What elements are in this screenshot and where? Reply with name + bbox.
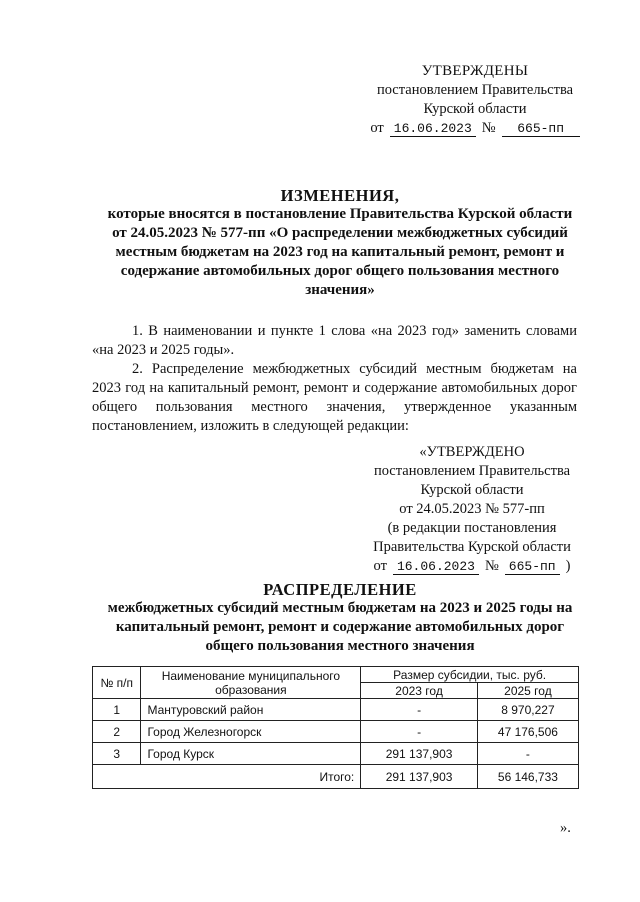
approval-date: 16.06.2023 xyxy=(390,121,476,137)
subsidy-table-wrap xyxy=(92,666,579,789)
approval2-line2: Курской области xyxy=(420,482,524,498)
distribution-title: РАСПРЕДЕЛЕНИЕ xyxy=(263,580,417,599)
row-name: Мантуровский район xyxy=(141,699,361,721)
item-2: 2. Распределение межбюджетных субсидий местным бюджетам на 2023 год на капитальный ремонт, ремонт и содержание автомобильных дорог общего пользования местного значения, утвержденное указанным постановлением, изложить в следующей редакции: xyxy=(92,361,577,434)
row-2023: - xyxy=(361,721,478,743)
total-2025: 56 146,733 xyxy=(477,765,578,789)
total-label: Итого: xyxy=(93,765,361,789)
total-row xyxy=(93,765,579,789)
col-num-header: № п/п xyxy=(93,667,141,699)
table-row xyxy=(93,743,579,765)
row-name: Город Курск xyxy=(141,743,361,765)
approval2-number-line xyxy=(362,557,582,576)
col-2023-header: 2023 год xyxy=(361,683,478,699)
approval2-line3: от 24.05.2023 № 577-пп xyxy=(399,501,545,517)
row-2023: 291 137,903 xyxy=(361,743,478,765)
row-2023: - xyxy=(361,699,478,721)
approval2-block xyxy=(362,443,582,576)
closing-quote: ». xyxy=(560,820,571,836)
row-2025: 47 176,506 xyxy=(477,721,578,743)
approval2-line1: постановлением Правительства xyxy=(373,463,571,479)
approval2-date: 16.06.2023 xyxy=(393,559,479,575)
row-2025: - xyxy=(477,743,578,765)
approval2-number-sign: № xyxy=(484,558,499,574)
approval2-title: «УТВЕРЖДЕНО xyxy=(419,444,525,460)
approval-number-sign: № xyxy=(481,120,496,136)
approval-line2: Курской области xyxy=(423,101,527,117)
distribution-heading xyxy=(80,580,600,656)
approval2-line4: (в редакции постановления xyxy=(387,520,557,536)
changes-heading xyxy=(80,186,600,300)
changes-subtitle: которые вносятся в постановление Правительства Курской области от 24.05.2023 № 577-пп «О распределении межбюджетных субсидий местным бюджетам на 2023 год на капитальный ремонт, ремонт и содержание автомобильных дорог общего пользования местного значения» xyxy=(107,206,573,298)
approval2-line5: Правительства Курской области xyxy=(373,539,571,555)
total-2023: 291 137,903 xyxy=(361,765,478,789)
changes-title: ИЗМЕНЕНИЯ, xyxy=(280,186,400,205)
col-name-header: Наименование муниципального образования xyxy=(141,667,361,699)
row-name: Город Железногорск xyxy=(141,721,361,743)
approval2-from: от xyxy=(373,558,387,574)
row-num: 3 xyxy=(93,743,141,765)
row-num: 2 xyxy=(93,721,141,743)
distribution-subtitle: межбюджетных субсидий местным бюджетам на 2023 и 2025 годы на капитальный ремонт, ремонт и содержание автомобильных дорог общего пользования местного значения xyxy=(107,600,573,654)
table-row xyxy=(93,721,579,743)
table-row xyxy=(93,699,579,721)
col-2025-header: 2025 год xyxy=(477,683,578,699)
items-block xyxy=(92,322,577,436)
subsidy-table xyxy=(92,666,579,789)
approval2-close-paren: ) xyxy=(565,558,571,574)
approval-line1: постановлением Правительства xyxy=(376,82,574,98)
row-num: 1 xyxy=(93,699,141,721)
item-1: 1. В наименовании и пункте 1 слова «на 2023 год» заменить словами «на 2023 и 2025 годы». xyxy=(92,323,577,358)
approval-number-line xyxy=(360,119,590,138)
col-amount-header: Размер субсидии, тыс. руб. xyxy=(361,667,579,683)
approval2-number: 665-пп xyxy=(505,559,560,575)
approval-title: УТВЕРЖДЕНЫ xyxy=(421,63,529,79)
approval-block xyxy=(360,62,590,138)
approval-from: от xyxy=(370,120,384,136)
approval-number: 665-пп xyxy=(502,121,580,137)
row-2025: 8 970,227 xyxy=(477,699,578,721)
